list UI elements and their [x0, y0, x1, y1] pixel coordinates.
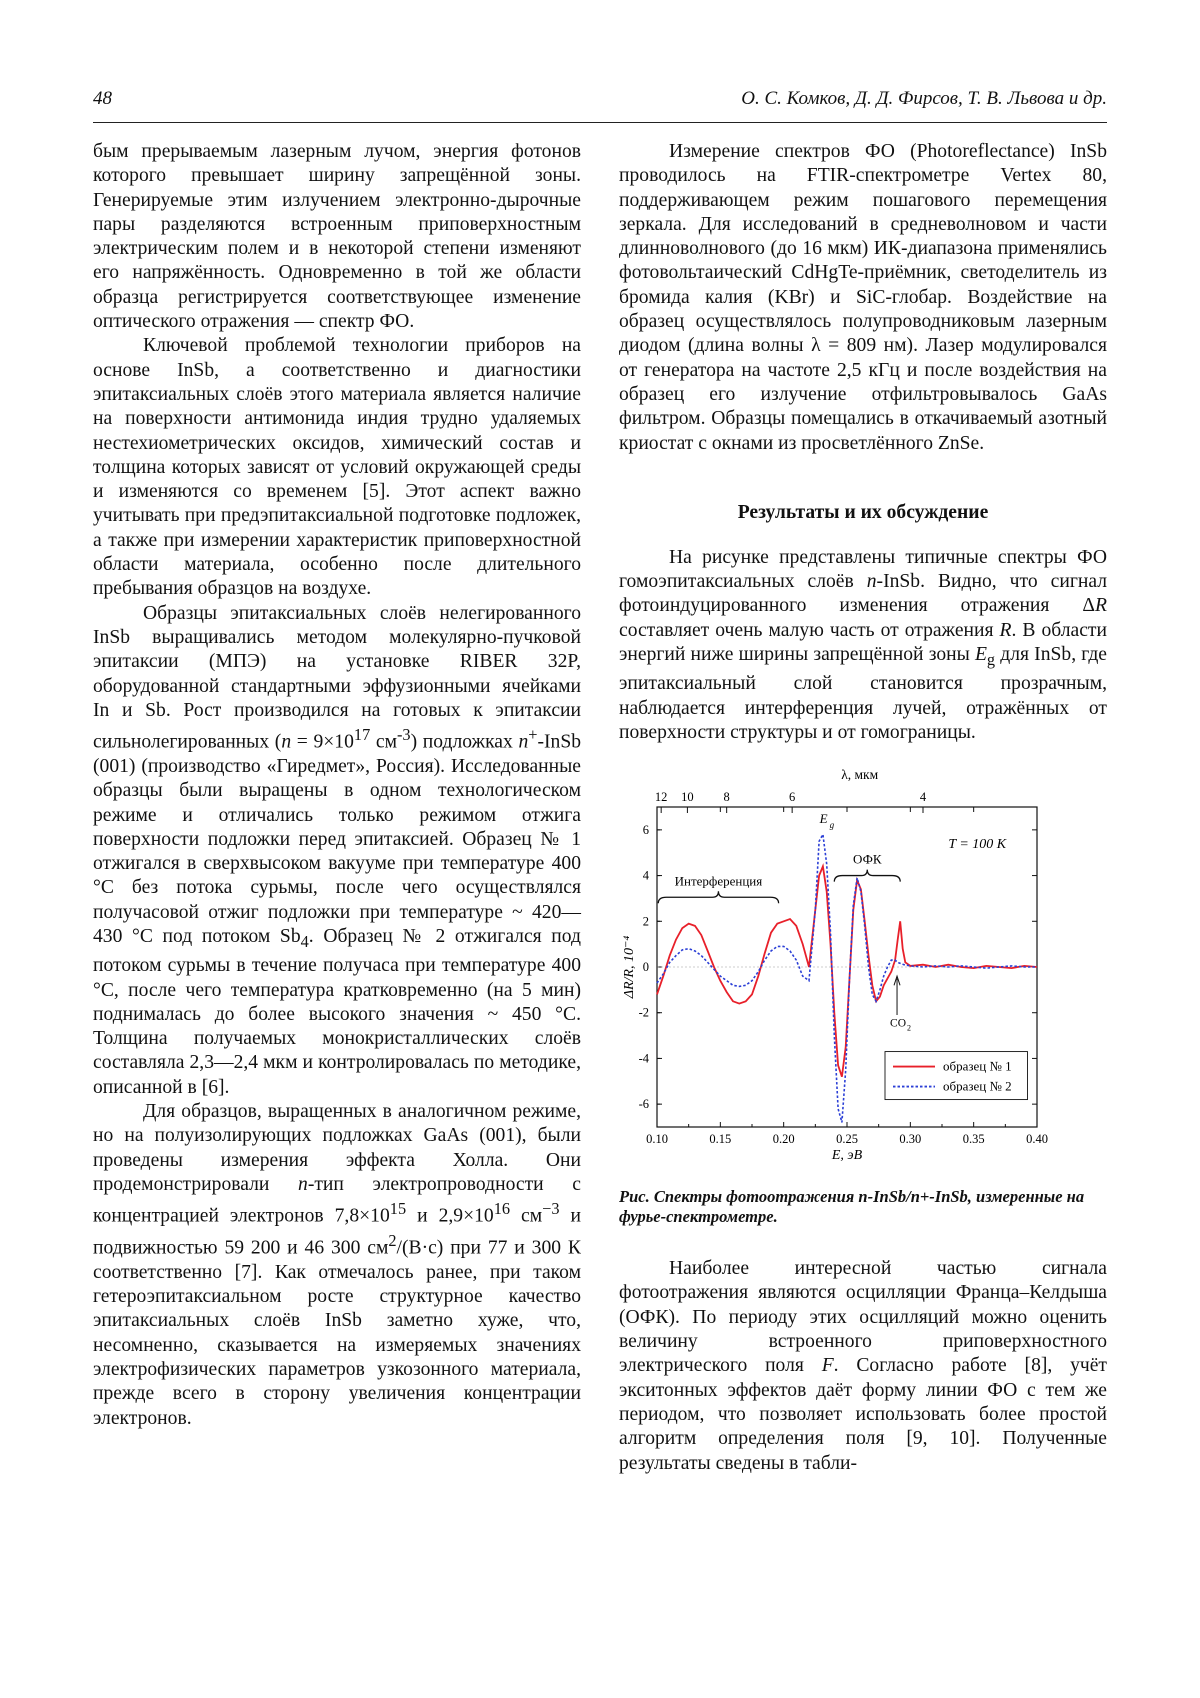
co2-label: CO [890, 1017, 907, 1030]
top-tick-label: 12 [654, 790, 668, 805]
legend-label-1: образец № 1 [943, 1058, 1012, 1074]
x-tick-label: 0.40 [1026, 1132, 1048, 1147]
top-tick-label: 8 [723, 790, 730, 805]
co2-subscript: 2 [907, 1023, 912, 1033]
figure-caption: Рис. Спектры фотоотражения n-InSb/n+-InSb, измеренные на фурье-спектрометре. [619, 1187, 1085, 1227]
authors: О. С. Комков, Д. Д. Фирсов, Т. В. Львова и др. [741, 88, 1107, 109]
y-tick-label: -2 [638, 1005, 649, 1020]
x-tick-label: 0.10 [646, 1132, 668, 1147]
top-axis-label: λ, мкм [841, 767, 879, 783]
paragraph-samples: Образцы эпитаксиальных слоёв нелегированного InSb выращивались методом молекулярно-пучковой эпитаксии (МПЭ) на установке RIBER 32P, оборудованной стандартными эффузионными ячейками In и Sb. Рост производился на готовых к эпитаксии сильнолегированных ($n = 9\times 10^{17}$ $см^{-3}$) подложках n+-InSb (001) (производство «Гиредмет», Россия). Исследованные образцы были выращены в одном технологическом режиме и отличались только режимом отжига поверхности подложки перед эпитаксией. Образец № 1 отжигался в сверхвысоком вакууме при температуре 400 °С без потока сурьмы, после чего осуществлялся получасовой отжиг подложки при температуре ~ 420—430 °С под потоком $Sb_4$. Образец № 2 отжигался под потоком сурьмы в течение получаса при температуре 400 °С, после чего температура кратковременно (на 5 мин) поднималась до более высокого значения ~ 450 °С. Толщина получаемых монокристаллических слоёв составляла 2,3—2,4 мкм и контролировалась по методике, описанной в [6]. [93, 602, 582, 1098]
paragraph-insb-problem: Ключевой проблемой технологии приборов на основе InSb, а соответственно и диагностики эпитаксиальных слоёв этого материала является наличие на поверхности антимонида индия трудно удаляемых нестехиометрических оксидов, химический состав и толщина которых зависят от условий окружающей среды и изменяются со временем [5]. Этот аспект важно учитывать при предэпитаксиальной подготовке подложек, а также при измерении характеристик приповерхностной области материала, особенно после длительного пребывания образцов на воздухе. [93, 335, 581, 600]
paragraph-measurement: Измерение спектров ФО (Photoreflectance) InSb проводилось на FTIR-спектрометре Vertex 80, поддерживающем режим пошагового перемещения зеркала. Для исследований в средневолновом и части длинноволнового (до 16 мкм) ИК-диапазона применялись фотовольтаический CdHgTe-приёмник, светоделитель из бромида калия (KBr) и SiC-глобар. Воздействие на образец осуществлялось полупроводниковым лазерным диодом (длина волны λ = 809 нм). Лазер модулировался от генератора на частоте 2,5 кГц и после воздействия на образец его излучение отфильтровывалось GaAs фильтром. Образцы помещались в откачиваемый азотный криостат с окнами из просветлённого ZnSe. [619, 141, 1107, 454]
interference-bracket [658, 891, 778, 903]
left-column [93, 140, 581, 1431]
eg-subscript: g [829, 820, 835, 831]
interference-label: Интерференция [674, 873, 763, 889]
paragraph-hall-effect: Для образцов, выращенных в аналогичном режиме, но на полуизолирующих подложках GaAs (001), были проведены измерения эффекта Холла. Они продемонстрировали n-тип электропроводности с концентрацией электронов $7,8\times 10^{15}$ и $2,9\times 10^{16}$ $см^{-3}$ и подвижностью 59 200 и 46 300 $см^2/(В\cdot с)$ при 77 и 300 К соответственно [7]. Как отмечалось ранее, при таком гетероэпитаксиальном росте структурное качество эпитаксиальных слоёв InSb заметно хуже, что, несомненно, сказывается на измеряемых значениях электрофизических параметров узкозонного материала, прежде всего в сторону увеличения концентрации электронов. [93, 1101, 582, 1429]
top-tick-label: 10 [681, 790, 694, 805]
top-tick-label: 4 [919, 790, 927, 805]
page-number: 48 [93, 88, 112, 109]
section-title: Результаты и их обсуждение [737, 501, 989, 523]
y-tick-label: 0 [642, 960, 649, 975]
eg-label: E [819, 811, 828, 827]
figure-pr-spectra [619, 765, 1107, 1183]
right-column [619, 140, 1107, 1476]
ofk-label: ОФК [853, 851, 882, 867]
y-tick-label: -6 [638, 1097, 649, 1112]
y-tick-label: 6 [642, 822, 649, 837]
y-tick-label: 2 [642, 914, 649, 929]
pr-spectra-chart [619, 765, 1107, 1183]
paragraph-fko: Наиболее интересной частью сигнала фотоотражения являются осцилляции Франца–Келдыша (ОФК). По периоду этих осцилляций можно оценить величину встроенного приповерхностного электрического поля F. Согласно работе [8], учёт экситонных эффектов даёт форму линии ФО с тем же периодом, что позволяет использовать более простой алгоритм определения поля [9, 10]. Полученные результаты сведены в табли- [619, 1258, 1107, 1474]
legend-label-2: образец № 2 [943, 1078, 1012, 1094]
temperature-label: T = 100 K [948, 837, 1007, 853]
x-tick-label: 0.25 [836, 1132, 858, 1147]
x-axis-label: E, эВ [831, 1148, 863, 1164]
running-header [93, 88, 1107, 123]
ofk-bracket [834, 870, 900, 882]
y-tick-label: -4 [638, 1051, 649, 1066]
x-tick-label: 0.30 [899, 1132, 922, 1147]
x-tick-label: 0.20 [772, 1132, 795, 1147]
paragraph-results: На рисунке представлены типичные спектры ФО гомоэпитаксиальных слоёв n-InSb. Видно, что сигнал фотоиндуцированного изменения отражения ΔR составляет очень малую часть от отражения R. В области энергий ниже ширины запрещённой зоны $E_g$ для InSb, где эпитаксиальный слой становится прозрачным, наблюдается интерференция лучей, отражённых от поверхности структуры и от гомограницы. [619, 546, 1107, 743]
y-tick-label: 4 [642, 868, 649, 883]
paragraph-intro-continuation: бым прерываемым лазерным лучом, энергия фотонов которого превышает ширину запрещённой зоны. Генерируемые этим излучением электронно-дырочные пары разделяются встроенным приповерхностным электрическим полем и в некоторой степени изменяют его напряжённость. Одновременно в той же области образца регистрируется соответствующее изменение оптического отражения — спектр ФО. [93, 141, 581, 333]
top-tick-label: 6 [789, 790, 796, 805]
x-tick-label: 0.35 [962, 1132, 985, 1147]
x-tick-label: 0.15 [709, 1132, 732, 1147]
y-axis-label: ΔR/R, 10⁻⁴ [622, 935, 637, 999]
